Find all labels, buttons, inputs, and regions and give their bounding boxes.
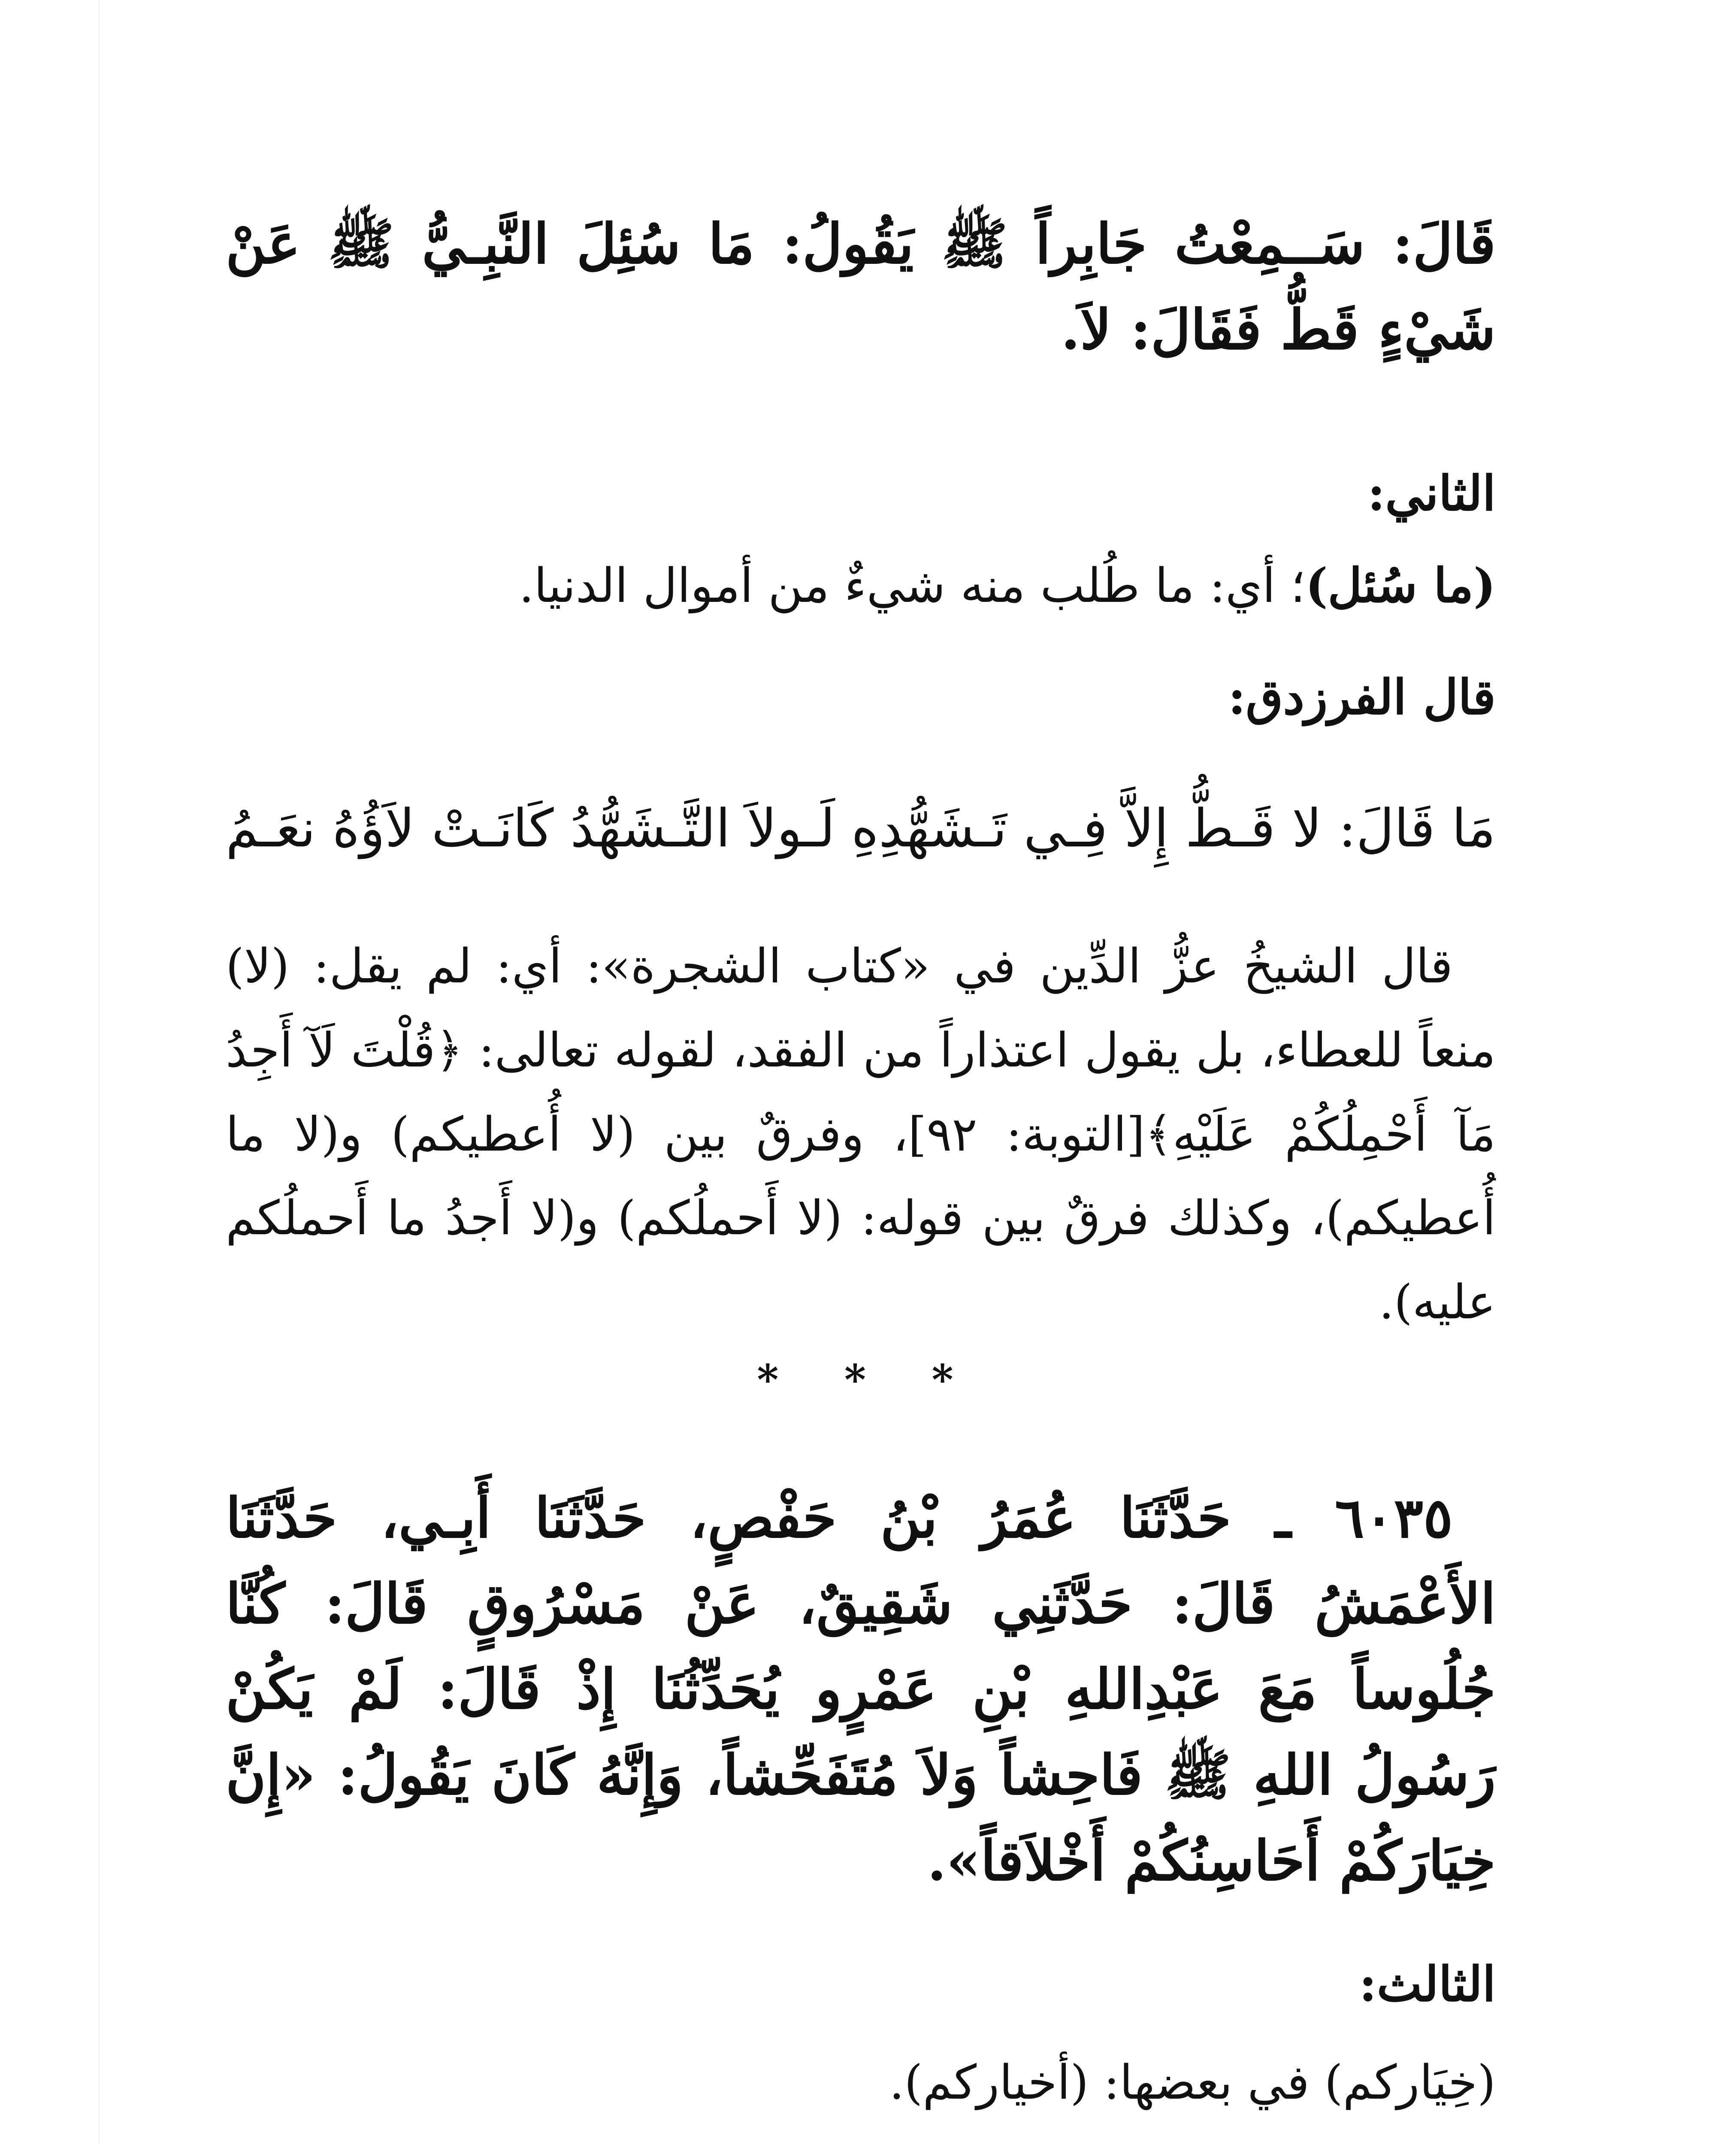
- poem-verse: [226, 798, 1496, 859]
- poet-heading: قال الفرزدق:: [1228, 669, 1496, 725]
- gloss-line: [519, 558, 1496, 613]
- separator-stars: * * *: [757, 1356, 979, 1404]
- hadith-continuation: قَالَ: سَــمِعْتُ جَابِراً ﷺ يَقُولُ: مَا سُئِلَ النَّبِـيُّ ﷺ عَنْ شَيْءٍ قَطُّ فَقَالَ: لاَ.: [226, 212, 1496, 362]
- poem-hemistich-second: لَـولاَ التَّـشَهُّدُ كَانَـتْ لاَؤُهُ نعَـمُ: [226, 798, 835, 859]
- gloss-term: (ما سُئل): [1305, 558, 1496, 613]
- gloss-third: (خِيَاركم) في بعضها: (أخياركم).: [889, 2055, 1496, 2110]
- explanation-paragraph: قال الشيخُ عزُّ الدِّين في «كتاب الشجرة»: أي: لم يقل: (لا) منعاً للعطاء، بل يقول اعتذاراً من الفقد، لقوله تعالى: ﴿قُلْتَ لَآ أَجِدُ مَآ أَحْمِلُكُمْ عَلَيْهِ﴾[التوبة: ٩٢]، وفرقٌ بين (لا أُعطيكم) و(لا ما أُعطيكم)، وكذلك فرقٌ بين قوله: (لا أَحملُكم) و(لا أَجدُ ما أَحملُكم عليه).: [226, 939, 1496, 1330]
- hadith-6035: ٦٠٣٥ ـ حَدَّثَنَا عُمَرُ بْنُ حَفْصٍ، حَدَّثَنَا أَبِـي، حَدَّثَنَا الأَعْمَشُ قَالَ: حَدَّثَنِي شَقِيقٌ، عَنْ مَسْرُوقٍ قَالَ: كُنَّا جُلُوساً مَعَ عَبْدِاللهِ بْنِ عَمْرٍو يُحَدِّثُنَا إِذْ قَالَ: لَمْ يَكُنْ رَسُولُ اللهِ ﷺ فَاحِشاً وَلاَ مُتَفَحِّشاً، وَإِنَّهُ كَانَ يَقُولُ: «إِنَّ خِيَارَكُمْ أَحَاسِنُكُمْ أَخْلاَقاً».: [226, 1486, 1496, 1893]
- poem-hemistich-first: مَا قَالَ: لا قَـطُّ إِلاَّ فِـي تَـشَهُّدِهِ: [851, 798, 1496, 859]
- heading-second: الثاني:: [1367, 465, 1496, 522]
- heading-third: الثالث:: [1359, 1956, 1496, 2012]
- gloss-text: ؛ أي: ما طُلب منه شيءٌ من أموال الدنيا.: [519, 558, 1306, 613]
